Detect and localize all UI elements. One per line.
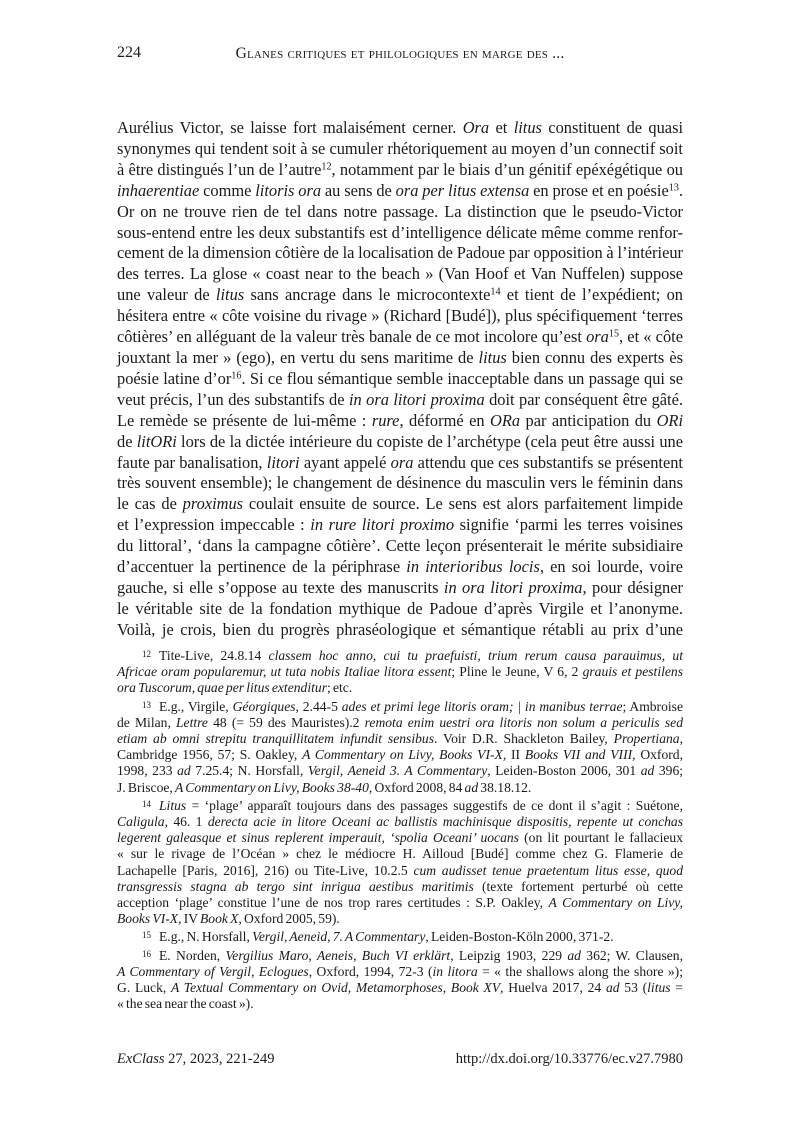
text-line [117, 306, 683, 327]
footnote-number: 12 [142, 649, 151, 659]
text-run: à être distingués l’un de l’autre [117, 159, 322, 179]
text-run: des terres. La glose « coast near to the beach » (Van Hoof et Van Nuffelen) suppose [117, 264, 683, 284]
text-run: signifie ‘parmi les terres voisines [454, 515, 683, 535]
text-line [117, 996, 683, 1012]
text-line [117, 202, 683, 223]
italic-run: ad [640, 763, 655, 779]
italic-run: Caligula [117, 814, 165, 830]
footnote-reference: 13 [668, 182, 679, 194]
footnote-reference: 12 [321, 161, 332, 173]
text-run: , II [502, 747, 525, 763]
footnote-12 [117, 646, 683, 697]
italic-run: Africae oram popularemur, ut tuta nobis Italiae litora essent [117, 664, 452, 680]
text-run: . Si ce flou sémantique semble inacceptable dans un passage qui se [241, 368, 683, 388]
text-run: Cambridge 1956, 57; S. Oakley, [117, 747, 303, 763]
text-run: , pour désigner [582, 577, 683, 597]
text-run: poésie latine d’or [117, 368, 232, 388]
text-run: , 46. 1 [164, 814, 208, 830]
text-run: . [678, 180, 684, 200]
text-line [117, 285, 683, 306]
text-line [117, 664, 683, 680]
text-run: sans ancrage dans le microcontexte [244, 285, 491, 305]
italic-run: transgressis stagna ab tergo sint inrigua aestibus maritimis [117, 878, 474, 894]
text-run: = ‘plage’ apparaît toujours dans des passages suggestifs de ce dont il s’agit : Suétone, [186, 797, 683, 813]
text-run: = « the shallows along the shore »); [477, 963, 683, 979]
text-run: , [679, 731, 683, 747]
text-run: en prose et en poésie [529, 180, 669, 200]
text-run: E. Norden, [159, 947, 226, 963]
italic-run: Vergil, Aeneid, 7. A Commentary [252, 929, 426, 945]
text-line [117, 494, 683, 515]
text-line [117, 264, 683, 285]
text-run: veut précis, l’un des substantifs de [117, 389, 349, 409]
text-run: 1998, 233 [117, 763, 178, 779]
text-line [117, 118, 683, 139]
italic-run: litoris ora [255, 180, 322, 200]
text-run: ayant appelé [299, 452, 391, 472]
text-run: de [117, 431, 137, 451]
text-line [117, 599, 683, 620]
text-line [117, 139, 683, 160]
text-run: acception ‘plage’ constitue l’une de nos trop rares certitudes : S.P. Oakley, [117, 895, 549, 911]
text-run: Lachapelle [Paris, 2016], 216) ou Tite-Live, 10.2.5 [117, 862, 414, 878]
text-line [117, 515, 683, 536]
italic-run: Vergilius Maro, Aeneis, Buch VI erklärt [225, 947, 451, 963]
text-run: , Oxford 2008, 84 [368, 779, 465, 795]
italic-run: etiam ab omni strepitu tranquillitatem infundit sensibus [117, 731, 435, 747]
text-line [117, 814, 683, 830]
italic-run: ORa [490, 410, 521, 430]
text-line [117, 946, 683, 964]
italic-run: litORi [136, 431, 177, 451]
footnote-number: 16 [142, 948, 151, 959]
text-line [117, 680, 683, 696]
text-run: sous-entend entre les deux substantifs est d’intelligence délicate même comme renfor- [117, 222, 683, 242]
text-run: 396; [654, 763, 684, 779]
text-run: , Leipzig 1903, 229 [450, 947, 568, 963]
text-run: et [489, 118, 514, 137]
text-run: le véritable site de la fondation mythique de Padoue d’après Virgile et l’anonyme. [117, 598, 683, 618]
running-head: Glanes critiques et philologiques en marge des ... [235, 45, 565, 62]
text-line [117, 369, 683, 390]
text-line [117, 223, 683, 244]
italic-run: rure [371, 410, 400, 430]
text-line [117, 830, 683, 846]
text-line [117, 536, 683, 557]
text-run: synonymes qui tendent soit à se cumuler rhétoriquement au moyen d’un connectif soit [117, 138, 683, 158]
italic-run: litori [266, 452, 300, 472]
text-line [117, 846, 683, 862]
italic-run: ora Tuscorum, quae per litus extenditur [117, 680, 327, 696]
text-run: , IV [178, 911, 200, 927]
italic-run: in rure litori proximo [310, 515, 455, 535]
italic-run: litus [513, 118, 542, 137]
text-run: ; Ambroise [622, 698, 683, 714]
text-line [117, 243, 683, 264]
italic-run: A Commentary on Livy, Books 38-40 [175, 779, 369, 795]
text-run: (on lit pourtant le fallacieux [518, 830, 683, 846]
text-run: attendu que ces substantifs se présentent [413, 452, 683, 472]
text-run: 7.25.4; N. Horsfall, [190, 763, 308, 779]
text-run: une valeur de [117, 285, 216, 305]
text-run: bien connu des experts ès [506, 347, 683, 367]
italic-run: in litora [432, 963, 478, 979]
text-line [117, 348, 683, 369]
text-run: 53 ( [619, 980, 648, 996]
footnote-14 [117, 796, 683, 928]
text-run: , Leiden-Boston-Köln 2000, 371-2. [425, 929, 614, 945]
text-run: comme [199, 180, 256, 200]
italic-run: inhaerentiae [117, 180, 200, 200]
main-text [117, 118, 683, 641]
text-line [117, 432, 683, 453]
text-run: jouxtant la mer » (ego), en vertu du sens maritime de [117, 347, 479, 367]
italic-run: ad [464, 779, 479, 795]
footnote-15 [117, 927, 683, 945]
text-run: ; etc. [326, 680, 353, 696]
text-run: d’accentuer la pertinence de la périphrase [117, 557, 407, 577]
text-line [117, 980, 683, 996]
text-run: au sens de [321, 180, 396, 200]
text-line [117, 715, 683, 731]
italic-run: litus [647, 980, 671, 996]
text-run: Le remède se présente de lui-même : [117, 410, 372, 430]
text-run: 362; W. Clausen, [580, 947, 684, 963]
text-run: , Leiden-Boston 2006, 301 [487, 763, 641, 779]
text-run: Tite-Live, 24.8.14 [159, 648, 269, 663]
text-run: lors de la dictée intérieure du copiste de l’archétype (cela peut être aussi une [176, 431, 684, 451]
italic-run: legerent galeasque et sinus replerent imperauit, ‘spolia Oceani’ uocans [117, 830, 519, 846]
italic-run: in ora litori proxima [443, 577, 583, 597]
text-run: très souvent ensemble); le changement de désinence du masculin vers le féminin dans [117, 473, 683, 493]
text-line [117, 620, 683, 641]
text-run: Voilà, je crois, bien du progrès phraséologique et sémantique rétabli au prix d’une [117, 619, 683, 639]
italic-run: ora per litus extensa [395, 180, 530, 200]
page-number: 224 [117, 44, 141, 61]
italic-run: classem hoc anno, cui tu praefuisti, trium rerum causa parauimus, ut [268, 648, 683, 663]
italic-run: ad [567, 947, 581, 963]
text-run: du littoral’, ‘dans la campagne côtière’. Cette leçon présenterait le mérite subsidiaire [117, 536, 683, 556]
text-run: = [670, 980, 683, 996]
italic-run: Book X [200, 911, 239, 927]
text-run: constituent de quasi [541, 118, 684, 137]
text-run: J. Briscoe, [117, 779, 176, 795]
text-run: côtières’ en alléguant de la valeur très banale de ce mot incolore qu’est [117, 327, 587, 347]
text-run: et l’expression impeccable : [117, 515, 311, 535]
italic-run: ad [177, 763, 191, 779]
text-line [117, 646, 683, 664]
italic-run: remota enim uestri ora litoris non solum a periculis sed [364, 714, 683, 730]
text-line [117, 780, 683, 796]
italic-run: litus [478, 347, 507, 367]
text-run: le cas de [117, 494, 183, 514]
text-run: « the sea near the coast »). [117, 996, 254, 1012]
footnote-13 [117, 697, 683, 796]
text-line [117, 879, 683, 895]
text-line [117, 731, 683, 747]
italic-run: Books VI-X [117, 911, 179, 927]
text-run: , Oxford 2005, 59). [238, 911, 340, 927]
italic-run: A Commentary of Vergil, Eclogues [117, 963, 309, 979]
text-line [117, 895, 683, 911]
text-run: hésitera entre « côte voisine du rivage » (Richard [Budé]), plus spécifiquement ‘terres [117, 306, 683, 326]
text-line [117, 697, 683, 715]
text-run: , en soi lourde, voire [539, 557, 683, 577]
text-run: , 2.44-5 [295, 698, 342, 714]
text-run: , notamment par le biais d’un génitif epéxégétique ou [331, 159, 683, 179]
text-line [117, 453, 683, 474]
italic-run: ades et primi lege litoris oram; | in manibus terrae [341, 698, 623, 714]
italic-run: in interioribus locis [406, 557, 540, 577]
text-run: , Oxford, [632, 747, 683, 763]
italic-run: A Commentary on Livy, [548, 895, 683, 911]
text-run: doit par conséquent être gâté. [484, 389, 683, 409]
italic-run: ora [390, 452, 414, 472]
journal-volume: 27, 2023, 221-249 [164, 1051, 275, 1067]
italic-run: grauis et pestilens [582, 664, 683, 680]
text-line [117, 796, 683, 814]
italic-run: in ora litori proxima [348, 389, 485, 409]
italic-run: Géorgiques [232, 698, 296, 714]
text-line [117, 557, 683, 578]
text-line [117, 327, 683, 348]
text-line [117, 181, 683, 202]
text-run: , Oxford, 1994, 72-3 ( [308, 963, 433, 979]
italic-run: A Textual Commentary on Ovid, Metamorphoses, Book XV [171, 980, 501, 996]
footnote-reference: 16 [231, 370, 242, 382]
text-run: ; Pline le Jeune, V 6, 2 [451, 664, 583, 680]
italic-run: Vergil, Aeneid 3. A Commentary [307, 763, 488, 779]
text-line [117, 578, 683, 599]
italic-run: Propertiana [613, 731, 680, 747]
footnote-number: 14 [142, 798, 151, 809]
italic-run: Litus [159, 797, 187, 813]
footnote-reference: 14 [490, 286, 501, 298]
italic-run: proximus [182, 494, 244, 514]
text-line [117, 411, 683, 432]
text-run: 48 (= 59 des Mauristes).2 [207, 714, 365, 730]
text-run: coulait ensuite de source. Le sens est alors parfaitement limpide [243, 494, 684, 514]
italic-run: Books VII and VIII [524, 747, 633, 763]
footnote-16 [117, 946, 683, 1013]
text-line [117, 763, 683, 779]
text-run: Aurélius Victor, se laisse fort malaisément cerner. [117, 118, 463, 137]
text-line [117, 390, 683, 411]
text-run: 38.18.12. [478, 779, 532, 795]
text-run: cement de la dimension côtière de la localisation de Padoue par opposition à l’intérieur [117, 243, 683, 263]
footnotes [117, 646, 683, 1012]
doi-link[interactable]: http://dx.doi.org/10.33776/ec.v27.7980 [455, 1051, 683, 1067]
italic-run: A Commentary on Livy, Books VI-X [302, 747, 503, 763]
text-run: , et « côte [619, 327, 683, 347]
italic-run: ORi [656, 410, 683, 430]
italic-run: Lettre [175, 714, 208, 730]
text-run: gauche, si elle s’oppose au texte des manuscrits [117, 577, 444, 597]
text-line [117, 473, 683, 494]
text-run: de Milan, [117, 714, 176, 730]
italic-run: derecta acie in litore Oceani ac ballistis machinisque dispositis, repente ut conchas [207, 814, 683, 830]
text-run: par anticipation du [520, 410, 657, 430]
text-line [117, 911, 683, 927]
text-run: E.g., Virgile, [159, 698, 233, 714]
italic-run: Ora [462, 118, 490, 137]
footnote-number: 13 [142, 699, 151, 710]
text-line [117, 927, 683, 945]
text-run: faute par banalisation, [117, 452, 267, 472]
text-run: (texte fortement perturbé où cette [473, 878, 683, 894]
text-line [117, 964, 683, 980]
journal-citation [117, 1051, 275, 1068]
text-run: et tient de l’expédient; on [500, 285, 683, 305]
italic-run: ad [605, 980, 620, 996]
footnote-number: 15 [142, 930, 151, 941]
journal-name: ExClass [117, 1051, 165, 1067]
text-run: « sur le rivage de l’Océan » chez le médiocre H. Ailloud [Budé] comme chez G. Flamerie de [117, 846, 683, 862]
italic-run: litus [215, 285, 245, 305]
text-line [117, 747, 683, 763]
text-run: E.g., N. Horsfall, [159, 929, 253, 945]
italic-run: cum audisset tenue praetentum litus esse, quod [413, 862, 684, 878]
footnote-reference: 15 [608, 328, 620, 340]
text-run: Or on ne trouve rien de tel dans notre passage. La distinction que le pseudo-Victor [117, 201, 683, 221]
text-run: G. Luck, [117, 980, 172, 996]
italic-run: ora [586, 327, 609, 347]
text-run: , déformé en [399, 410, 491, 430]
text-line [117, 863, 683, 879]
text-line [117, 160, 683, 181]
text-run: . Voir D.R. Shackleton Bailey, [434, 731, 614, 747]
text-run: , Huelva 2017, 24 [500, 980, 606, 996]
